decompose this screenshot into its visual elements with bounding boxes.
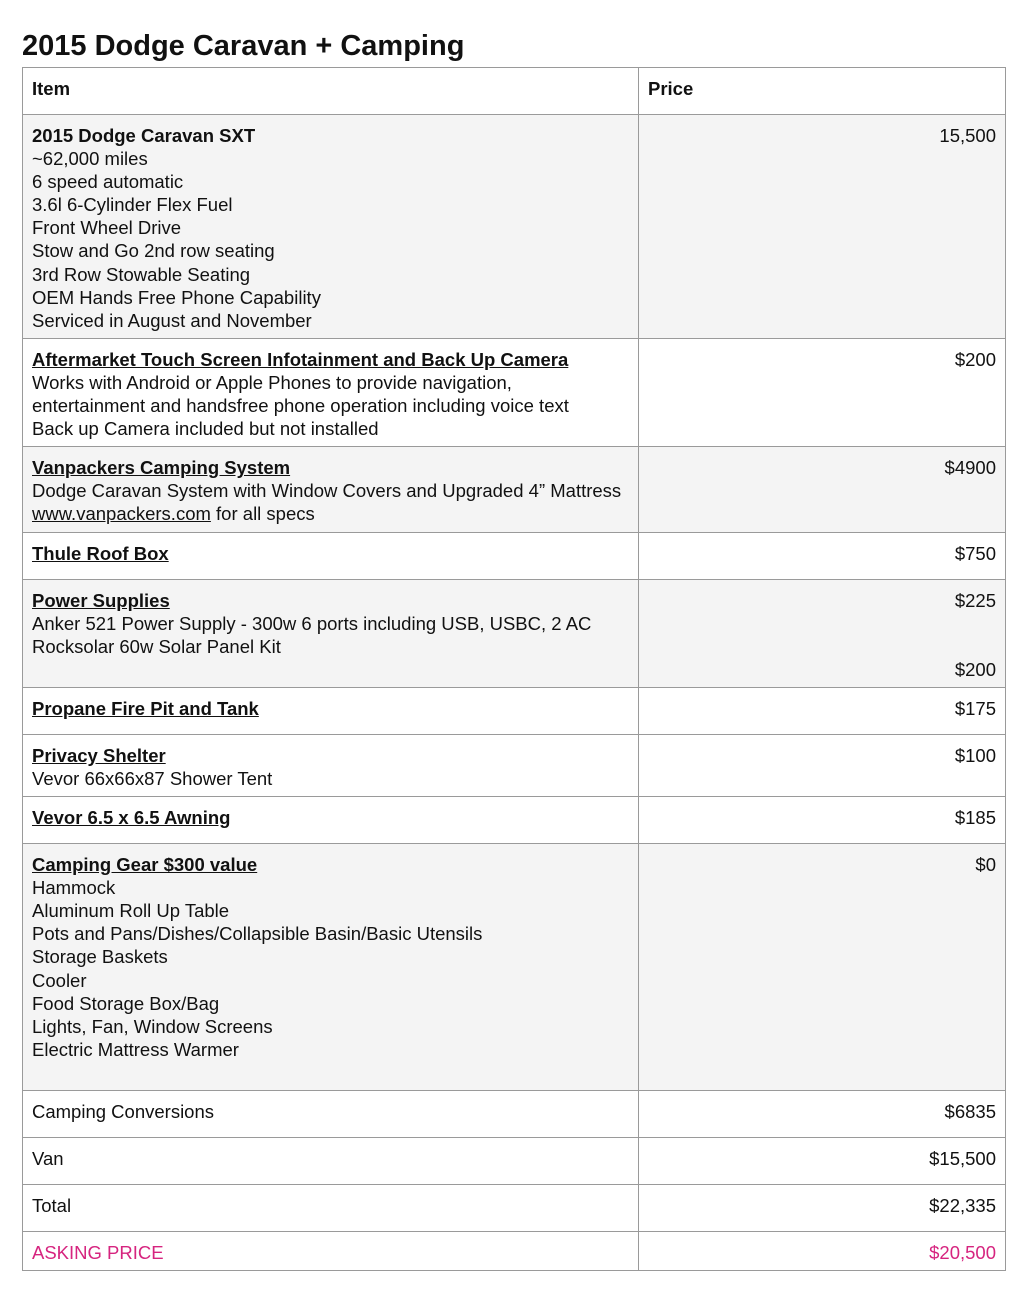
item-cell (23, 115, 639, 339)
item-detail: Storage Baskets (32, 946, 168, 968)
item-heading: Vevor 6.5 x 6.5 Awning (32, 807, 231, 829)
table-row-vanpackers (23, 447, 1006, 532)
summary-label: Camping Conversions (23, 1091, 639, 1138)
price-value: $200 (954, 658, 996, 680)
price-cell: $4900 (639, 447, 1006, 532)
table-row-fire-pit (23, 687, 1006, 734)
item-cell (23, 338, 639, 446)
item-detail: 3.6l 6-Cylinder Flex Fuel (32, 194, 233, 216)
table-row-power (23, 579, 1006, 687)
item-detail: 3rd Row Stowable Seating (32, 263, 251, 285)
item-detail: Dodge Caravan System with Window Covers and Upgraded 4” Mattress (32, 480, 622, 502)
item-detail: Back up Camera included but not installed (32, 418, 379, 440)
column-header-item: Item (23, 68, 639, 115)
table-row-roof-box (23, 532, 1006, 579)
price-cell: $200 (639, 338, 1006, 446)
item-cell (23, 797, 639, 844)
table-row-gear (23, 844, 1006, 1091)
item-detail: Lights, Fan, Window Screens (32, 1015, 273, 1037)
link-suffix: for all specs (210, 503, 315, 525)
item-detail: ~62,000 miles (32, 148, 148, 170)
item-detail (32, 502, 629, 525)
summary-value: $22,335 (639, 1185, 1006, 1232)
item-detail: Stow and Go 2nd row seating (32, 240, 275, 262)
price-cell: $175 (639, 687, 1006, 734)
item-cell (23, 532, 639, 579)
item-cell (23, 579, 639, 687)
item-detail: Hammock (32, 877, 116, 899)
item-detail: Cooler (32, 969, 87, 991)
item-detail: Pots and Pans/Dishes/Collapsible Basin/Basic Utensils (32, 923, 483, 945)
item-detail: OEM Hands Free Phone Capability (32, 286, 321, 308)
item-detail: Rocksolar 60w Solar Panel Kit (32, 635, 281, 657)
item-cell (23, 687, 639, 734)
table-row-awning (23, 797, 1006, 844)
table-row-van-summary (23, 1138, 1006, 1185)
price-cell: $750 (639, 532, 1006, 579)
item-detail: 6 speed automatic (32, 171, 184, 193)
table-row-privacy (23, 734, 1006, 796)
summary-label: Van (23, 1138, 639, 1185)
item-heading: Thule Roof Box (32, 542, 169, 564)
header-row (23, 68, 1006, 115)
asking-price-label: ASKING PRICE (23, 1232, 639, 1271)
item-heading: Camping Gear $300 value (32, 854, 258, 876)
table-row-asking-price (23, 1232, 1006, 1271)
price-cell: $100 (639, 734, 1006, 796)
price-value: $225 (954, 589, 996, 611)
item-detail: Anker 521 Power Supply - 300w 6 ports including USB, USBC, 2 AC (32, 612, 592, 634)
item-heading: Power Supplies (32, 589, 170, 611)
page-title: 2015 Dodge Caravan + Camping (22, 30, 465, 62)
price-cell (639, 579, 1006, 687)
table-row-total (23, 1185, 1006, 1232)
column-header-price: Price (639, 68, 1006, 115)
item-detail: Front Wheel Drive (32, 217, 182, 239)
item-detail: Food Storage Box/Bag (32, 992, 220, 1014)
item-cell (23, 734, 639, 796)
summary-value: $15,500 (639, 1138, 1006, 1185)
summary-label: Total (23, 1185, 639, 1232)
table-row-infotainment (23, 338, 1006, 446)
asking-price-value: $20,500 (639, 1232, 1006, 1271)
table-row-conversions (23, 1091, 1006, 1138)
vanpackers-link[interactable]: www.vanpackers.com (32, 503, 211, 525)
price-table (22, 67, 1006, 1271)
table-row-van (23, 115, 1006, 339)
price-cell: $0 (639, 844, 1006, 1091)
item-heading: 2015 Dodge Caravan SXT (32, 125, 256, 146)
price-cell: 15,500 (639, 115, 1006, 339)
item-detail: Aluminum Roll Up Table (32, 900, 230, 922)
summary-value: $6835 (639, 1091, 1006, 1138)
item-detail: Serviced in August and November (32, 309, 312, 331)
item-detail: Electric Mattress Warmer (32, 1038, 239, 1060)
item-heading: Aftermarket Touch Screen Infotainment and Back Up Camera (32, 348, 569, 370)
item-cell (23, 447, 639, 532)
item-heading: Privacy Shelter (32, 744, 166, 766)
item-heading: Vanpackers Camping System (32, 457, 291, 479)
price-cell: $185 (639, 797, 1006, 844)
item-detail: Works with Android or Apple Phones to provide navigation, entertainment and handsfree phone operation including voice text (32, 371, 569, 417)
item-cell (23, 844, 639, 1091)
item-detail: Vevor 66x66x87 Shower Tent (32, 767, 273, 789)
item-heading: Propane Fire Pit and Tank (32, 697, 259, 719)
